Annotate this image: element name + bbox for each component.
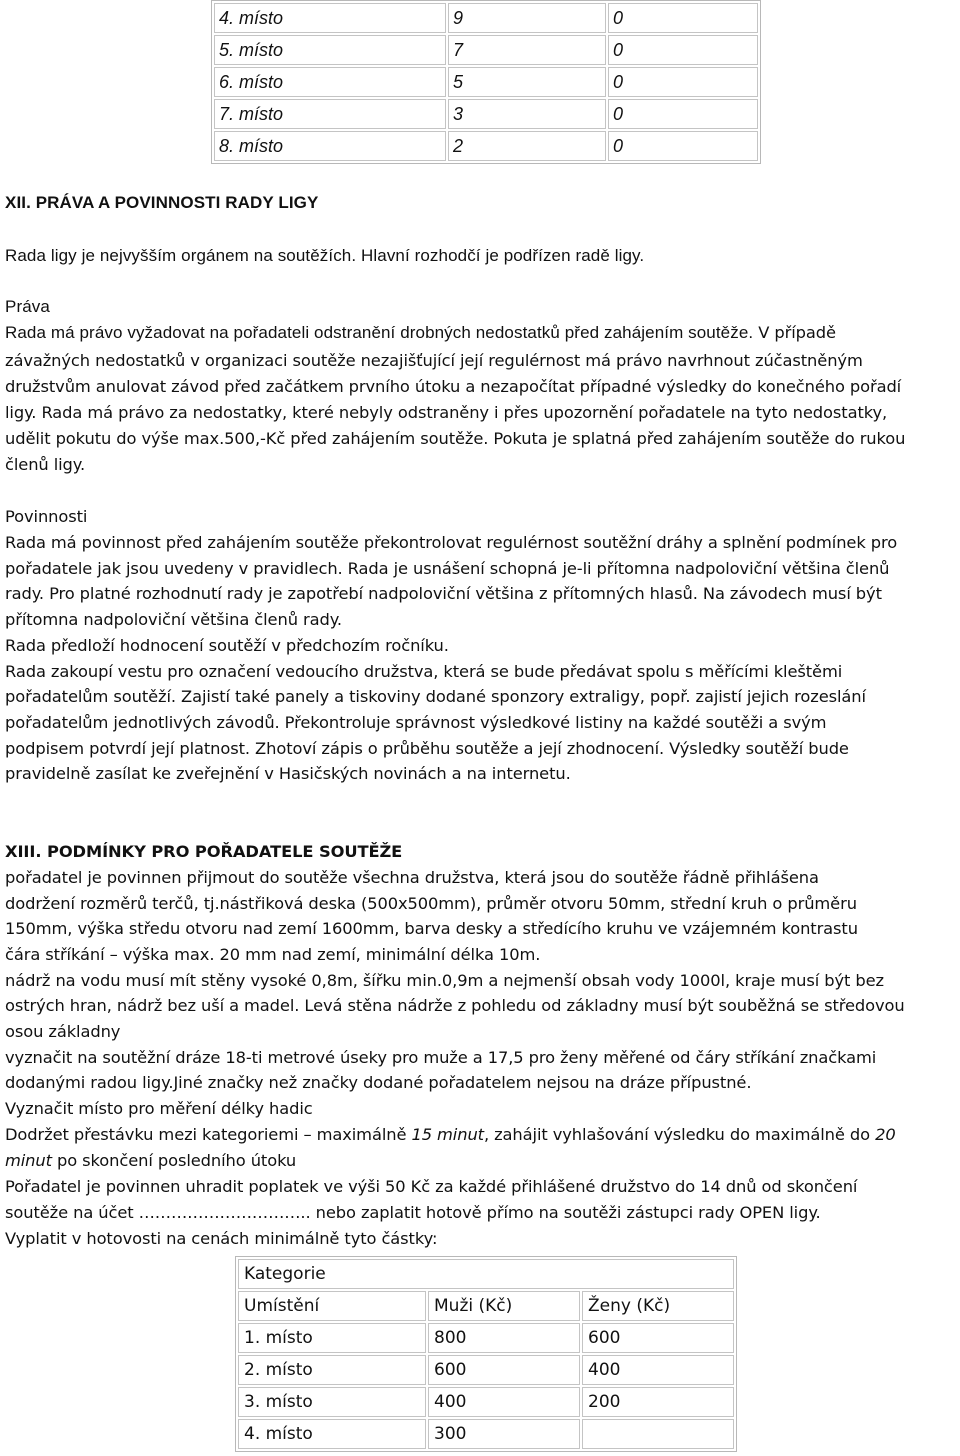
duties-line: přítomna nadpoloviční většina členů rady. bbox=[5, 610, 342, 629]
break-minutes: minut bbox=[5, 1151, 52, 1170]
results-table-top bbox=[211, 0, 761, 164]
table-row bbox=[214, 3, 758, 33]
rights-line bbox=[5, 323, 836, 343]
table-row bbox=[214, 67, 758, 97]
rights-text: udělit pokutu do výše max. bbox=[5, 429, 225, 448]
conditions-line: ostrých hran, nádrž bez uší a madel. Levá stěna nádrže z pohledu od základny musí být souběžná se středovou bbox=[5, 996, 905, 1015]
conditions-line: čára stříkání – výška max. 20 mm nad zemí, minimální délka 10m. bbox=[5, 945, 541, 964]
fee-line: soutěže na účet ………………………….. nebo zaplatit hotově přímo na soutěži zástupci rady OPEN ligy. bbox=[5, 1203, 821, 1222]
section-13-number: XIII. bbox=[5, 842, 47, 861]
table-cell: 3. místo bbox=[238, 1387, 426, 1417]
table-caption: Kategorie bbox=[238, 1259, 734, 1289]
duties-line: Rada má povinnost před zahájením soutěže překontrolovat regulérnost soutěžní dráhy a splnění podmínek pro bbox=[5, 533, 898, 552]
duties-line: pořadatelům jednotlivých závodů. Překontroluje správnost výsledkové listiny na každé soutěži a svým bbox=[5, 713, 827, 732]
cash-line: Vyplatit v hotovosti na cenách minimálně tyto částky: bbox=[5, 1229, 438, 1248]
duties-line: pořadatelům soutěží. Zajistí také panely a tiskoviny dodané sponzory extraligy, popř. zajistí jejich rozeslání bbox=[5, 687, 866, 706]
table-row bbox=[238, 1323, 734, 1353]
conditions-line: nádrž na vodu musí mít stěny vysoké 0,8m, šířku min.0,9m a nejmenší obsah vody 1000l, kraje musí být bez bbox=[5, 971, 884, 990]
rights-title: Práva bbox=[5, 297, 50, 316]
conditions-line: Vyznačit místo pro měření délky hadic bbox=[5, 1099, 313, 1118]
duties-line: rady. Pro platné rozhodnutí rady je zapotřebí nadpoloviční většina z přítomných hlasů. Na závodech musí být bbox=[5, 584, 882, 603]
column-header: Ženy (Kč) bbox=[582, 1291, 734, 1321]
table-cell: 8. místo bbox=[214, 131, 446, 161]
table-cell: 800 bbox=[428, 1323, 580, 1353]
conditions-line: dodanými radou ligy.Jiné značky než značky dodané pořadatelem nejsou na dráze přípustné. bbox=[5, 1073, 752, 1092]
table-cell: 4. místo bbox=[214, 3, 446, 33]
conditions-line: 150mm, výška středu otvoru nad zemí 1600mm, barva desky a středícího kruhu ve vzájemném kontrastu bbox=[5, 919, 858, 938]
table-cell: 600 bbox=[582, 1323, 734, 1353]
table-cell: 2 bbox=[448, 131, 606, 161]
rights-text: Rada má právo vyžadovat na pořadateli odstranění drobných nedostatků před zahájením soutěže. bbox=[5, 323, 754, 342]
section-13-title: PODMÍNKY PRO POŘADATELE SOUTĚŽE bbox=[46, 842, 403, 861]
section-12-heading: XII. PRÁVA A POVINNOSTI RADY LIGY bbox=[5, 193, 319, 212]
table-cell: 600 bbox=[428, 1355, 580, 1385]
break-text: Dodržet přestávku mezi kategoriemi – maximálně bbox=[5, 1125, 412, 1144]
table-cell: 4. místo bbox=[238, 1419, 426, 1449]
duties-line: pravidelně zasílat ke zveřejnění v Hasičských novinách a na internetu. bbox=[5, 764, 571, 783]
rights-text-tail: Pokuta je splatná před zahájením soutěže do rukou bbox=[488, 429, 906, 448]
table-cell: 0 bbox=[608, 3, 758, 33]
table-cell: 7. místo bbox=[214, 99, 446, 129]
duties-line: pořadatele jak jsou uvedeny v pravidlech. Rada je usnášení schopná je-li přítomna nadpoloviční většina členů bbox=[5, 559, 890, 578]
fee-line: Pořadatel je povinnen uhradit poplatek ve výši 50 Kč za každé přihlášené družstvo do 14 dnů od skončení bbox=[5, 1177, 858, 1196]
table-cell: 200 bbox=[582, 1387, 734, 1417]
prize-table bbox=[235, 1256, 737, 1452]
break-minutes: 15 minut bbox=[411, 1125, 484, 1144]
table-cell: 400 bbox=[582, 1355, 734, 1385]
rights-text-tail: V případě bbox=[753, 323, 836, 342]
break-line bbox=[5, 1151, 296, 1170]
table-row bbox=[214, 131, 758, 161]
rights-text: ligy. bbox=[5, 403, 37, 422]
conditions-line: osou základny bbox=[5, 1022, 121, 1041]
table-row bbox=[214, 35, 758, 65]
break-line bbox=[5, 1125, 896, 1144]
section-13-heading bbox=[5, 842, 402, 861]
table-cell bbox=[582, 1419, 734, 1449]
duties-title: Povinnosti bbox=[5, 507, 88, 526]
conditions-line: vyznačit na soutěžní dráze 18-ti metrové úseky pro muže a 17,5 pro ženy měřené od čáry stříkání značkami bbox=[5, 1048, 877, 1067]
duties-line: Rada předloží hodnocení soutěží v předchozím ročníku. bbox=[5, 636, 449, 655]
table-cell: 7 bbox=[448, 35, 606, 65]
table-cell: 0 bbox=[608, 35, 758, 65]
rights-line: závažných nedostatků v organizaci soutěže nezajišťující její regulérnost má právo navrhnout zúčastněným bbox=[5, 351, 863, 370]
conditions-line: dodržení rozměrů terčů, tj.nástřiková deska (500x500mm), průměr otvoru 50mm, střední kruh o průměru bbox=[5, 894, 857, 913]
table-cell: 2. místo bbox=[238, 1355, 426, 1385]
rights-text-tail: Rada má právo za nedostatky, které nebyly odstraněny i přes upozornění pořadatele na tyto nedostatky, bbox=[36, 403, 888, 422]
duties-line: Rada zakoupí vestu pro označení vedoucího družstva, která se bude předávat spolu s měřícími kleštěmi bbox=[5, 662, 843, 681]
section-12-intro: Rada ligy je nejvyšším orgánem na soutěžích. Hlavní rozhodčí je podřízen radě ligy. bbox=[5, 246, 645, 265]
rights-fine: 500,-Kč před zahájením soutěže. bbox=[224, 429, 489, 448]
table-row bbox=[238, 1419, 734, 1449]
table-cell: 0 bbox=[608, 99, 758, 129]
table-row bbox=[238, 1259, 734, 1289]
table-cell: 0 bbox=[608, 131, 758, 161]
table-row bbox=[238, 1355, 734, 1385]
break-text: po skončení posledního útoku bbox=[51, 1151, 297, 1170]
table-cell: 300 bbox=[428, 1419, 580, 1449]
table-cell: 400 bbox=[428, 1387, 580, 1417]
table-header-row bbox=[238, 1291, 734, 1321]
table-row bbox=[214, 99, 758, 129]
break-text: , zahájit vyhlašování výsledku do maximálně do bbox=[483, 1125, 876, 1144]
table-cell: 5. místo bbox=[214, 35, 446, 65]
table-cell: 9 bbox=[448, 3, 606, 33]
rights-line bbox=[5, 429, 905, 448]
table-cell: 6. místo bbox=[214, 67, 446, 97]
column-header: Muži (Kč) bbox=[428, 1291, 580, 1321]
table-cell: 1. místo bbox=[238, 1323, 426, 1353]
table-row bbox=[238, 1387, 734, 1417]
table-cell: 0 bbox=[608, 67, 758, 97]
rights-line: družstvům anulovat závod před začátkem prvního útoku a nezapočítat případné výsledky do konečného pořadí bbox=[5, 377, 902, 396]
rights-line: členů ligy. bbox=[5, 455, 86, 474]
column-header: Umístění bbox=[238, 1291, 426, 1321]
conditions-line: pořadatel je povinnen přijmout do soutěže všechna družstva, která jsou do soutěže řádně přihlášena bbox=[5, 868, 819, 887]
break-minutes: 20 bbox=[875, 1125, 896, 1144]
rights-line bbox=[5, 403, 887, 422]
table-cell: 3 bbox=[448, 99, 606, 129]
duties-line: podpisem potvrdí její platnost. Zhotoví zápis o průběhu soutěže a její zhodnocení. Výsledky soutěží bude bbox=[5, 739, 849, 758]
table-cell: 5 bbox=[448, 67, 606, 97]
